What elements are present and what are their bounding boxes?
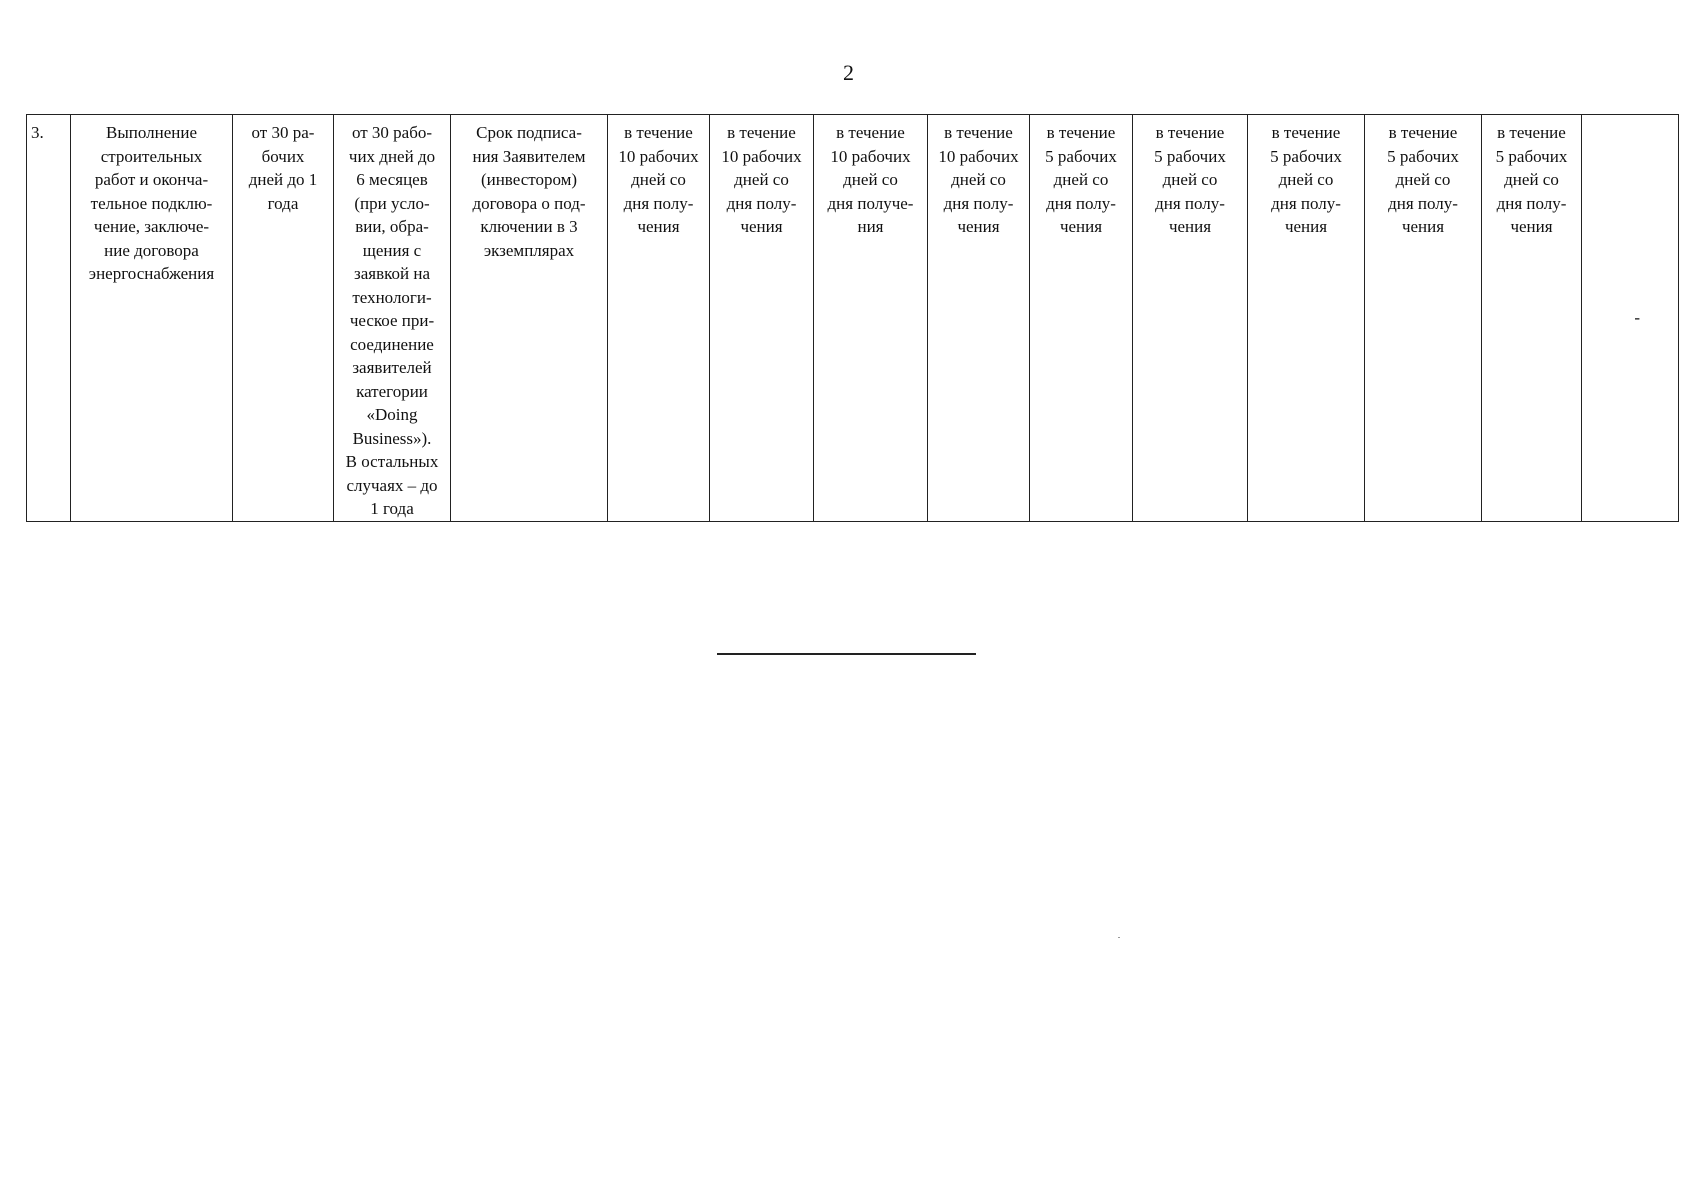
row-number-cell: 3.	[27, 115, 71, 522]
empty-value-cell: -	[1582, 115, 1679, 522]
deadline-cell: в течение 10 рабочих дней со дня получе- ния	[814, 115, 928, 522]
page-number: 2	[843, 60, 854, 85]
deadline-cell: в течение 5 рабочих дней со дня полу- чения	[1365, 115, 1482, 522]
signing-term-cell: Срок подписа- ния Заявителем (инвестором) договора о под- ключении в 3 экземплярах	[451, 115, 608, 522]
deadline-cell: в течение 5 рабочих дней со дня полу- чения	[1030, 115, 1133, 522]
deadline-cell: в течение 5 рабочих дней со дня полу- чения	[1133, 115, 1248, 522]
deadline-cell: в течение 10 рабочих дней со дня полу- чения	[928, 115, 1030, 522]
deadline-cell: в течение 10 рабочих дней со дня полу- чения	[710, 115, 814, 522]
end-separator-line	[717, 653, 976, 655]
deadline-cell: в течение 5 рабочих дней со дня полу- чения	[1482, 115, 1582, 522]
stage-name-cell: Выполнение строительных работ и оконча- тельное подклю- чение, заключе- ние договора энергоснабжения	[71, 115, 233, 522]
term-cell-2: от 30 рабо- чих дней до 6 месяцев (при усло- вии, обра- щения с заявкой на технологи- ческое при- соединение заявителей категории «Doing Business»). В остальных случаях – до 1 года	[334, 115, 451, 522]
term-cell-1: от 30 ра- бочих дней до 1 года	[233, 115, 334, 522]
scan-speck	[1118, 937, 1120, 938]
deadline-cell: в течение 10 рабочих дней со дня полу- чения	[608, 115, 710, 522]
deadline-cell: в течение 5 рабочих дней со дня полу- чения	[1248, 115, 1365, 522]
table-row	[27, 115, 1679, 522]
procedure-table	[26, 114, 1679, 522]
